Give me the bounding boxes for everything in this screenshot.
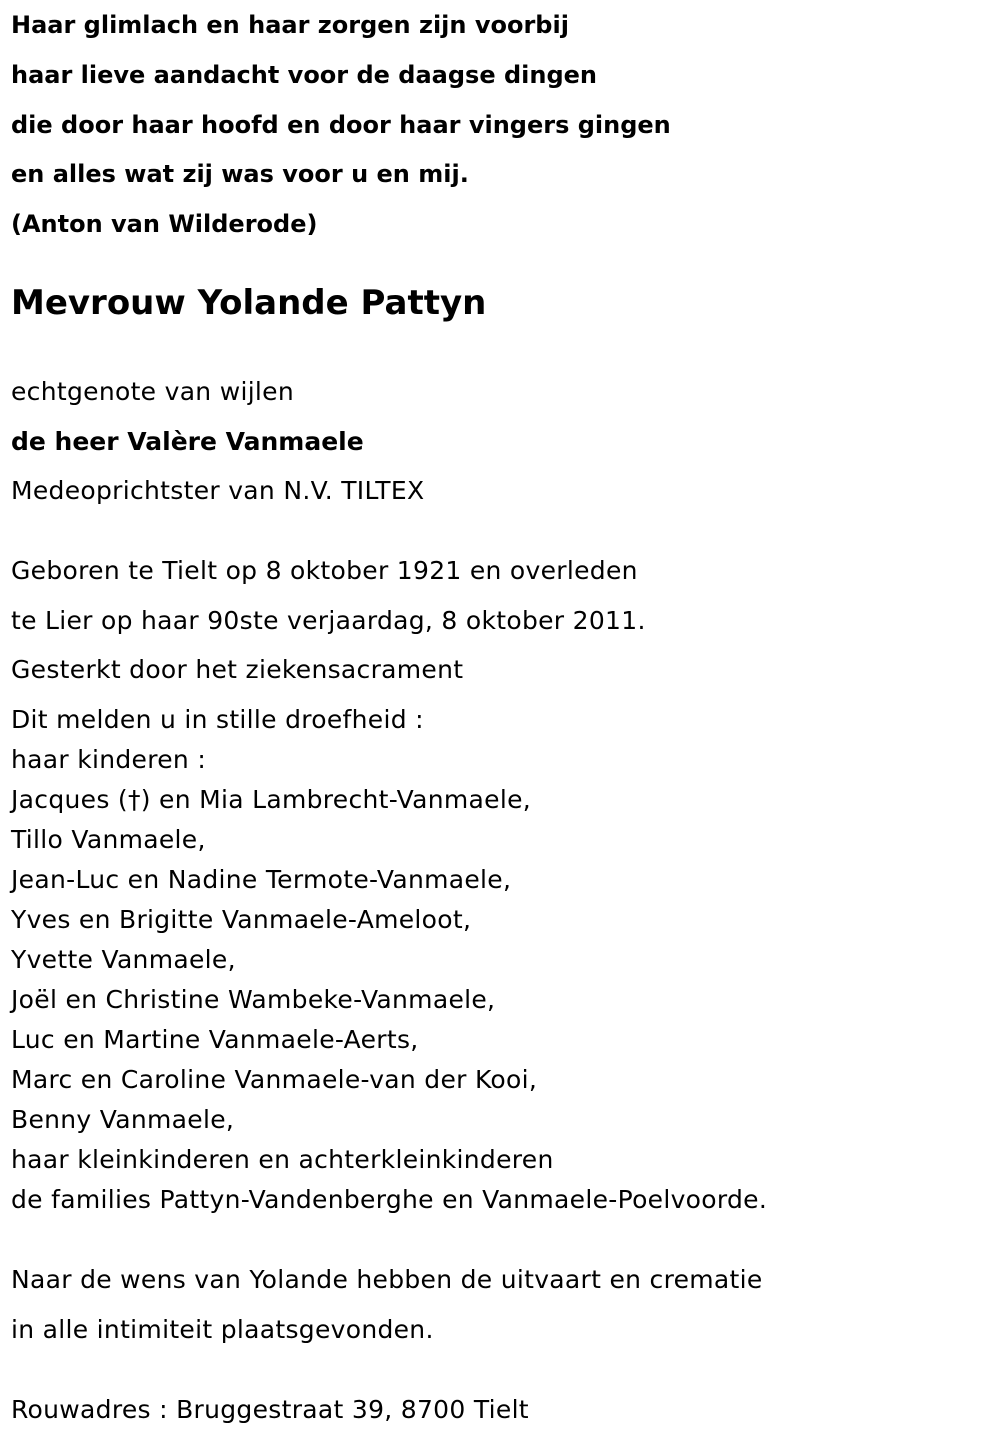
children-label: haar kinderen :	[11, 745, 207, 774]
poem-line-1: Haar glimlach en haar zorgen zijn voorbij	[11, 11, 569, 39]
family-member: Yvette Vanmaele,	[11, 945, 236, 974]
role-text: Medeoprichtster van N.V. TILTEX	[11, 476, 425, 505]
sacrament-text: Gesterkt door het ziekensacrament	[11, 655, 464, 684]
birth-text: Geboren te Tielt op 8 oktober 1921 en overleden	[11, 556, 638, 585]
spouse-name: de heer Valère Vanmaele	[11, 427, 364, 456]
closing-line-1: Naar de wens van Yolande hebben de uitvaart en crematie	[11, 1265, 763, 1294]
family-member: Luc en Martine Vanmaele-Aerts,	[11, 1025, 419, 1054]
family-member: Jacques (†) en Mia Lambrecht-Vanmaele,	[11, 785, 531, 814]
family-member: Jean-Luc en Nadine Termote-Vanmaele,	[11, 865, 512, 894]
poem-line-3: die door haar hoofd en door haar vingers gingen	[11, 111, 671, 139]
family-member: Joël en Christine Wambeke-Vanmaele,	[11, 985, 496, 1014]
mourning-address: Rouwadres : Bruggestraat 39, 8700 Tielt	[11, 1395, 529, 1424]
relation-text: echtgenote van wijlen	[11, 377, 295, 406]
family-member: haar kleinkinderen en achterkleinkinderen	[11, 1145, 554, 1174]
poem-author: (Anton van Wilderode)	[11, 210, 318, 238]
family-member: de families Pattyn-Vandenberghe en Vanmaele-Poelvoorde.	[11, 1185, 768, 1214]
closing-line-2: in alle intimiteit plaatsgevonden.	[11, 1315, 434, 1344]
poem-line-4: en alles wat zij was voor u en mij.	[11, 160, 469, 188]
family-member: Tillo Vanmaele,	[11, 825, 206, 854]
family-member: Benny Vanmaele,	[11, 1105, 235, 1134]
deceased-name: Mevrouw Yolande Pattyn	[11, 283, 487, 323]
poem-line-2: haar lieve aandacht voor de daagse dingen	[11, 61, 597, 89]
family-member: Marc en Caroline Vanmaele-van der Kooi,	[11, 1065, 538, 1094]
death-text: te Lier op haar 90ste verjaardag, 8 oktober 2011.	[11, 606, 646, 635]
family-member: Yves en Brigitte Vanmaele-Ameloot,	[11, 905, 472, 934]
announcement-intro: Dit melden u in stille droefheid :	[11, 705, 424, 734]
